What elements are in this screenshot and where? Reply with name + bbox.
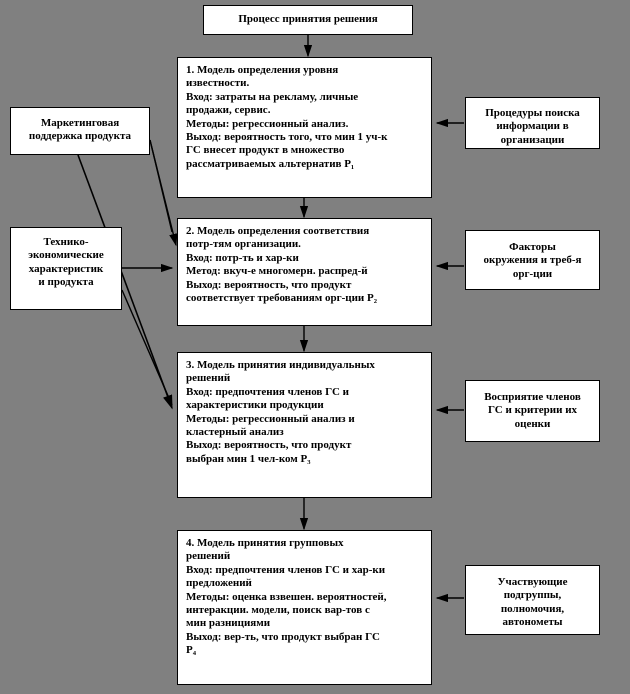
- model4-line-6: мин разнициями: [186, 617, 271, 630]
- model-box-1: [177, 57, 432, 198]
- model4-line-7: Выход: вер-ть, что продукт выбран ГС: [186, 630, 380, 643]
- diagram-title: [203, 5, 413, 35]
- right3-line-2: оценки: [514, 417, 551, 430]
- connector-left2-model3: [122, 290, 172, 405]
- right1-line-1: информации в: [496, 120, 569, 133]
- model1-line-0: 1. Модель определения уровня: [186, 64, 339, 76]
- left2-line-3: и продукта: [38, 276, 94, 289]
- left2-line-0: Технико-: [43, 236, 89, 248]
- model4-line-1: решений: [186, 550, 231, 563]
- connector-left1-model2: [150, 140, 176, 245]
- input-box-marketing-support: [10, 107, 150, 155]
- model4-line-0: 4. Модель принятия групповых: [186, 537, 344, 549]
- model-box-4: [177, 530, 432, 685]
- model1-line-7: рассматриваемых альтернатив P₁: [186, 157, 355, 170]
- left2-line-1: экономические: [28, 249, 104, 262]
- input-box-participating-subgroups: [465, 565, 600, 635]
- right4-line-1: подгруппы,: [503, 589, 562, 602]
- model3-line-2: Вход: предпочтения членов ГС и: [186, 385, 350, 398]
- model4-line-8: P₄: [186, 644, 197, 657]
- input-box-perception-criteria: [465, 380, 600, 442]
- model3-line-3: характеристики продукции: [186, 399, 324, 412]
- model4-line-2: Вход: предпочтения членов ГС и хар-ки: [186, 563, 386, 576]
- model4-line-3: предложений: [186, 577, 252, 590]
- right1-line-2: организации: [500, 133, 565, 146]
- model3-line-1: решений: [186, 372, 231, 385]
- model1-line-3: продажи, сервис.: [186, 104, 271, 117]
- right4-line-0: Участвующие: [497, 576, 568, 588]
- model2-line-0: 2. Модель определения соответствия: [186, 225, 370, 237]
- model2-line-5: соответствует требованиям орг-ции P₂: [186, 292, 378, 305]
- right2-line-1: окружения и треб-я: [483, 254, 582, 267]
- model3-line-5: кластерный анализ: [186, 426, 284, 439]
- right3-line-0: Восприятие членов: [484, 391, 581, 403]
- model1-line-5: Выход: вероятность того, что мин 1 уч-к: [186, 131, 388, 144]
- right4-line-2: полномочия,: [500, 602, 565, 615]
- left2-line-2: характеристик: [28, 262, 104, 275]
- model4-line-4: Методы: оценка взвешен. вероятностей,: [186, 590, 387, 603]
- model1-line-4: Методы: регрессионный анализ.: [186, 117, 349, 130]
- model2-line-3: Метод: вкуч-е многомерн. распред-й: [186, 265, 368, 278]
- right3-line-1: ГС и критерии их: [487, 404, 578, 417]
- left1-line-0: Маркетинговая: [40, 117, 120, 129]
- model3-line-7: выбран мин 1 чел-ком P₃: [186, 452, 311, 465]
- model1-line-6: ГС внесет продукт в множество: [186, 144, 345, 157]
- model3-line-0: 3. Модель принятия индивидуальных: [186, 359, 375, 371]
- left1-line-1: поддержка продукта: [28, 130, 132, 143]
- diagram-title-text: Процесс принятия решения: [238, 13, 378, 25]
- right2-line-2: орг-ции: [512, 267, 553, 280]
- input-box-environment-factors: [465, 230, 600, 290]
- model2-line-4: Выход: вероятность, что продукт: [186, 278, 352, 291]
- model1-line-1: известности.: [186, 77, 250, 90]
- model-box-3: [177, 352, 432, 498]
- model3-line-4: Методы: регрессионный анализ и: [186, 412, 355, 425]
- input-box-search-procedures: [465, 97, 600, 149]
- input-box-technical-economic: [10, 227, 122, 310]
- right1-line-0: Процедуры поиска: [485, 107, 580, 119]
- model-box-2: [177, 218, 432, 326]
- model1-line-2: Вход: затраты на рекламу, личные: [186, 90, 359, 103]
- model3-line-6: Выход: вероятность, что продукт: [186, 439, 352, 452]
- model2-line-2: Вход: потр-ть и хар-ки: [186, 251, 299, 264]
- model2-line-1: потр-тям организации.: [186, 238, 301, 251]
- right4-line-3: автонометы: [502, 616, 563, 629]
- model4-line-5: интеракции. модели, поиск вар-тов с: [186, 604, 370, 617]
- right2-line-0: Факторы: [509, 241, 556, 253]
